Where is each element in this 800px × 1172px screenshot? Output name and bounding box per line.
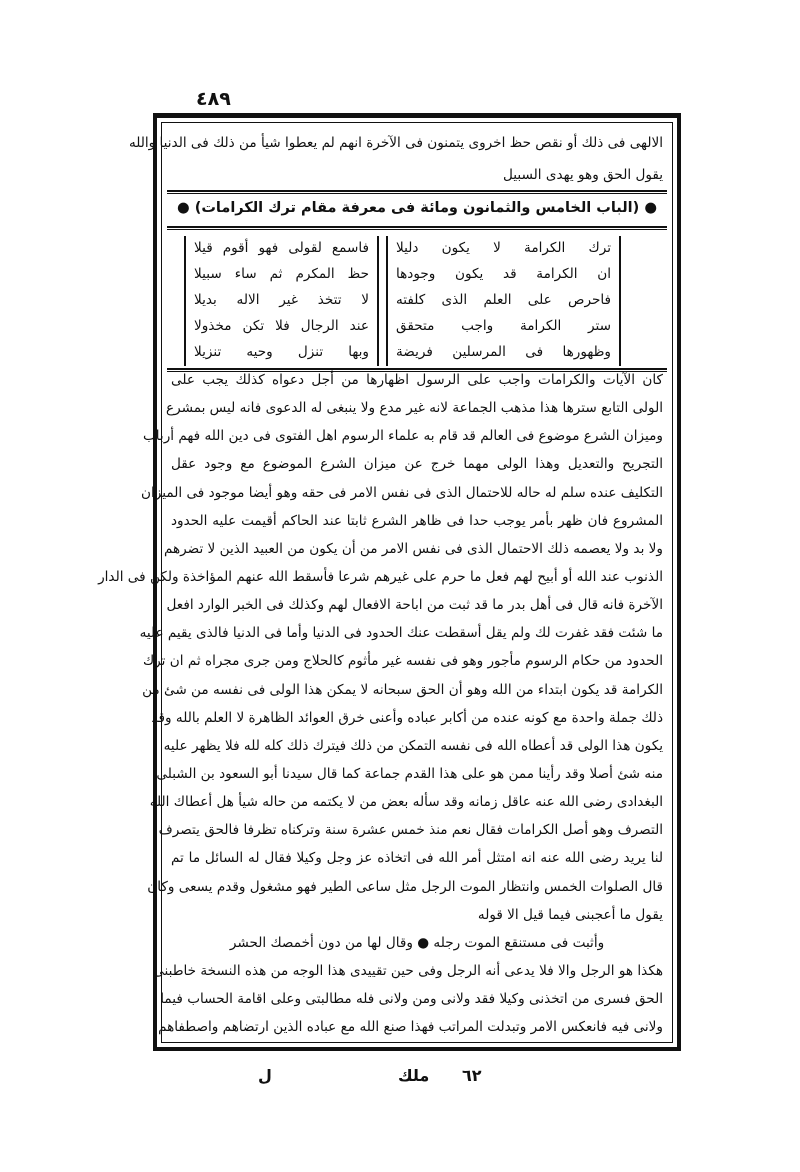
poem-line: ان الكرامة قد يكون وجودها — [396, 266, 611, 283]
text-line: قال الصلوات الخمس وانتظار الموت الرجل مثل ساعى الطير فهو مشغول وقدم يسعى وكان — [147, 878, 663, 895]
text-line: المشروع فان ظهر بأمر يوجب حدا فى ظاهر الشرع ثابتا عند الحاكم أقيمت عليه الحدود — [171, 512, 663, 529]
text-line: التجريح والتعديل وهذا الولى مهما خرج عن ميزان الشرع الموضوع مع وجود عقل — [171, 456, 663, 473]
divider — [167, 368, 667, 372]
poem-line: فاسمع لقولى فهو أقوم قيلا — [194, 240, 369, 257]
poem-line: فاحرص على العلم الذى كلفته — [396, 292, 611, 309]
text-line: يقول ما أعجبنى فيما قيل الا قوله — [477, 906, 663, 923]
text-line: الكرامة قد يكون ابتداء من الله وهو أن الحق سبحانه لا يمكن هذا الولى فى نفسه من شئ من — [142, 681, 663, 698]
text-line: الذنوب عند الله أو أبيح لهم فعل ما حرم على غيرهم شرعا فأسقط الله عنهم المؤاخذة ولكن فى الدار — [98, 568, 663, 585]
verse-line: وأثبت فى مستنقع الموت رجله ● وقال لها من دون أخمصك الحشر — [229, 934, 605, 951]
poem-line: ترك الكرامة لا يكون دليلا — [396, 240, 611, 257]
text-line: منه شئ أصلا وقد رأينا ممن هو على هذا القدم جماعة كما قال سيدنا أبو السعود بن الشبلى — [156, 765, 663, 782]
text-line: هكذا هو الرجل والا فلا يدعى أنه الرجل وفى حين تقييدى هذا الوجه من هذه النسخة خاطبنى — [153, 962, 663, 979]
footer-mark: ل — [258, 1066, 272, 1085]
poem-line: ستر الكرامة واجب متحقق — [396, 318, 611, 335]
text-line: التكليف عنده سلم له حاله للاحتمال الذى فى نفس الامر فى حقه وهو أيضا موجود فى الميزان — [140, 484, 663, 501]
text-line: كان الآيات والكرامات واجب على الرسول اظهارها من أجل دعواه كذلك يجب على — [171, 372, 663, 388]
text-line: لنا يريد رضى الله عنه انه امتثل أمر الله فى اتخاذه عز وجل وكيلا فقال له السائل ما تم — [171, 850, 663, 867]
text-line: يقول الحق وهو يهدى السبيل — [503, 167, 663, 184]
text-line: ولا بد ولا يعصمه ذلك الاحتمال الذى فى نفس الامر من أن يكون من العبيد الذين لا تضرهم — [163, 540, 663, 557]
footer-mark: ٦٢ — [462, 1066, 482, 1085]
poem-line: حظ المكرم ثم ساء سبيلا — [194, 266, 369, 283]
poem-line: وظهورها فى المرسلين فريضة — [396, 344, 611, 361]
top-paragraph — [128, 128, 663, 192]
text-line: الالهى فى ذلك أو نقص حظ اخروى يتمنون فى الآخرة انهم لم يعطوا شيأ من ذلك فى الدنيا والله — [128, 135, 663, 152]
text-line: ولانى فيه فانعكس الامر وتبدلت المراتب فهذا صنع الله مع عباده الذين ارتضاهم واصطفاهم — [158, 1019, 663, 1036]
body-text — [98, 372, 663, 1036]
poem-line: لا تتخذ غير الاله بديلا — [194, 292, 369, 309]
text-line: ما شئت فقد غفرت لك ولم يقل أسقطت عنك الحدود فى الدنيا وأما فى الدنيا فالذى يقيم عليه — [139, 625, 663, 642]
poem-line: عند الرجال فلا تكن مخذولا — [194, 318, 369, 335]
poem-line: وبها تنزل وحيه تنزيلا — [194, 344, 369, 361]
footer-mark: ملك — [398, 1066, 430, 1085]
text-line: يكون هذا الولى قد أعطاه الله فى نفسه التمكن من ذلك فيترك ذلك كله لله فلا يظهر عليه — [163, 737, 663, 754]
text-line: ذلك جملة واحدة مع كونه عنده من أكابر عباده وأعنى خرق العوائد الظاهرة لا العلم بالله وقد — [151, 709, 663, 726]
poem-right-column — [386, 236, 621, 366]
divider — [167, 190, 667, 194]
text-line: الحدود من حكام الرسوم مأجور وهو فى نفسه غير مأثوم كالحلاج ومن جرى مجراه ثم ان ترك — [142, 653, 663, 670]
divider — [167, 226, 667, 230]
chapter-heading: ● (الباب الخامس والثمانون ومائة فى معرفة مقام ترك الكرامات) ● — [177, 200, 657, 216]
text-line: التصرف وهو أصل الكرامات فقال نعم منذ خمس عشرة سنة وتركناه تظرفا فالحق يتصرف — [158, 822, 663, 839]
poem-left-column — [184, 236, 379, 366]
text-line: وميزان الشرع موضوع فى العالم قد قام به علماء الرسوم اهل الفتوى فى دين الله فهم أرباب — [142, 428, 663, 445]
text-line: البغدادى رضى الله عنه عاقل زمانه وقد سأله بعض من لا يكتمه من حاله شيأ هل أعطاك الله — [149, 794, 663, 811]
text-line: الآخرة فانه قال فى أهل بدر ما قد ثبت من اباحة الافعال لهم وكذلك فى الخبر الوارد افعل — [166, 597, 663, 614]
text-line: الولى التابع سترها هذا مذهب الجماعة لانه غير مدع ولا ينبغى له الدعوى فانه ليس بمشرع — [165, 400, 663, 417]
page-frame — [98, 113, 681, 1051]
text-line: الحق فسرى من اتخذنى وكيلا فقد ولانى ومن ولانى فله مطالبتى وعلى اقامة الحساب فيما — [160, 991, 663, 1008]
page-number: ٤٨٩ — [196, 88, 231, 110]
